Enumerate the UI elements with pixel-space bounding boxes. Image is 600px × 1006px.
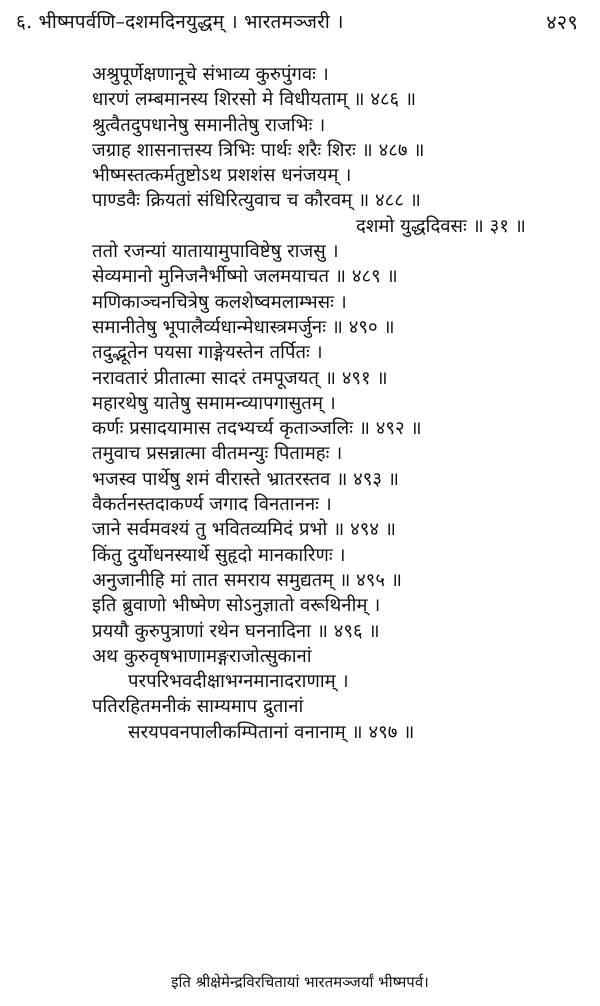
verse-line: तमुवाच प्रसन्नात्मा वीतमन्युः पितामहः । (92, 443, 343, 465)
verse-line: भीष्मस्तत्कर्मतुष्टोऽथ प्रशशंस धनंजयम् । (92, 165, 352, 187)
verse-line: सरयपवनपालीकम्पितानां वनानाम् ॥ ४९७ ॥ (128, 721, 415, 743)
running-title: ६. भीष्मपर्वणि–दशमदिनयुद्धम् । भारतमञ्जरी । (16, 11, 344, 33)
verse-line: अश्रुपूर्णेक्षणानूचे संभाव्य कुरुपुंगवः । (92, 64, 329, 85)
verse-list (0, 62, 600, 745)
page-header (16, 6, 578, 36)
verse-line: ततो रजन्यां यातायामुपाविष्टेषु राजसु । (92, 241, 339, 263)
verse-line: समानीतेषु भूपालैर्व्यधान्मेधास्त्रमर्जुनः ॥ ४९० ॥ (92, 316, 395, 338)
verse-line: धारणं लम्बमानस्य शिरसो मे विधीयताम् ॥ ४८६ ॥ (92, 89, 417, 111)
verse-line: कर्णः प्रसादयामास तदभ्यर्च्य कृताञ्जलिः ॥ ४९२ ॥ (92, 418, 422, 440)
verse-line: इति ब्रुवाणो भीष्मेण सोऽनुज्ञातो वरूथिनीम् । (92, 595, 381, 617)
verse-line: परपरिभवदीक्षाभग्नमानादराणाम् । (128, 671, 349, 693)
verse-line: किंतु दुर्योधनस्यार्थे सुहृदो मानकारिणः । (92, 544, 346, 566)
verse-line: प्रययौ कुरुपुत्राणां रथेन घननादिना ॥ ४९६ ॥ (92, 620, 380, 642)
section-heading: दशमो युद्धदिवसः ॥ ३१ ॥ (356, 215, 526, 237)
page-number: ४२९ (546, 9, 578, 34)
verse-line: सेव्यमानो मुनिजनैर्भीष्मो जलमयाचत ॥ ४८९ ॥ (92, 266, 398, 288)
verse-line: नरावतारं प्रीतात्मा सादरं तमपूजयत् ॥ ४९१ ॥ (92, 367, 388, 389)
verse-line: मणिकाञ्चनचित्रेषु कलशेष्वमलाम्भसः । (92, 291, 347, 313)
verse-line: पाण्डवैः क्रियतां संधिरित्युवाच च कौरवम् ॥ ४८८ ॥ (92, 190, 421, 212)
colophon: इति श्रीक्षेमेन्द्रविरचितायां भारतमञ्जर्यां भीष्मपर्व। (171, 973, 429, 991)
verse-line: तदुद्भूतेन पयसा गाङ्गेयस्तेन तर्पितः । (92, 342, 323, 364)
verse-line: वैकर्तनस्तदाकर्ण्य जगाद विनताननः । (92, 494, 332, 516)
verse-line: अथ कुरुवृषभाणामङ्गराजोत्सुकानां (92, 645, 312, 667)
verse-line: अनुजानीहि मां तात समराय समुद्यतम् ॥ ४९५ ॥ (92, 569, 403, 591)
verse-line: महारथेषु यातेषु समामन्व्यापगासुतम् । (92, 392, 336, 414)
verse-line: पतिरहितमनीकं साम्यमाप द्रुतानां (92, 696, 304, 718)
verse-line: जाने सर्वमवश्यं तु भवितव्यमिदं प्रभो ॥ ४९४ ॥ (92, 519, 396, 541)
verse-line: भजस्व पार्थेषु शमं वीरास्ते भ्रातरस्तव ॥ ४९३ ॥ (92, 468, 399, 490)
verse-line: जग्राह शासनात्तस्य त्रिभिः पार्थः शरैः शिरः ॥ ४८७ ॥ (92, 139, 425, 161)
verse-line: श्रुत्वैतदुपधानेषु समानीतेषु राजभिः । (92, 114, 326, 136)
